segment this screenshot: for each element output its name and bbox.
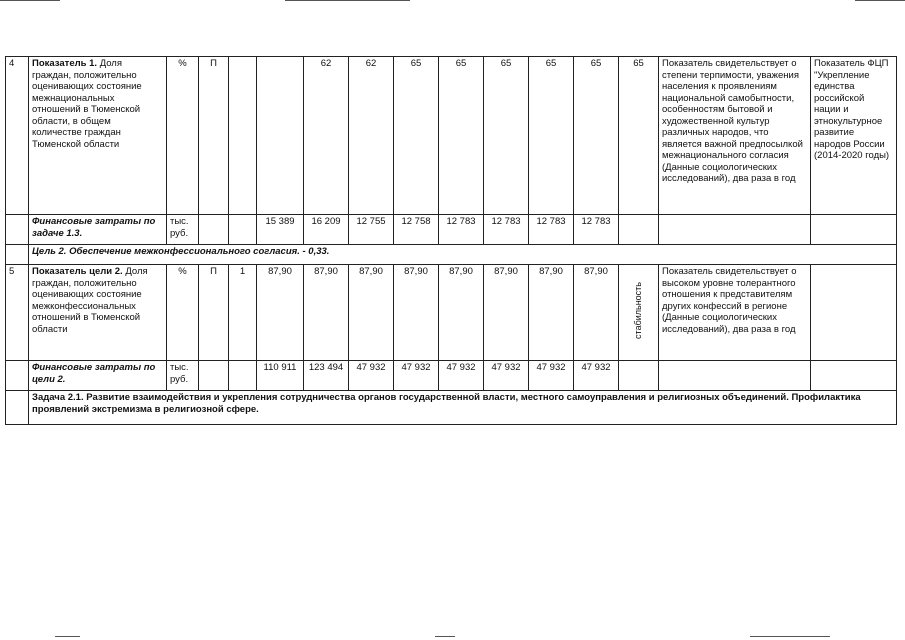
value-cell: 87,90	[349, 265, 394, 361]
comment-cell: Показатель свидетельствует о высоком уровне толерантного отношения к представителям других конфессий в регионе (Данные социологических исследований), два раза в год	[659, 265, 811, 361]
value-cell: 47 932	[349, 361, 394, 391]
unit-cell: %	[167, 265, 199, 361]
value-cell: 87,90	[257, 265, 304, 361]
value-cell: 87,90	[439, 265, 484, 361]
row-number: 5	[6, 265, 29, 361]
indicator-label: Показатель 1.	[32, 58, 98, 69]
scan-line-bottom-right	[750, 636, 830, 637]
indicator-description: Доля граждан, положительно оценивающих состояние межконфессиональных отношений в Тюменской области	[32, 266, 148, 335]
value-cell: 65	[529, 57, 574, 215]
value-cell: 62	[304, 57, 349, 215]
value-cell: 87,90	[304, 265, 349, 361]
value-cell: 87,90	[529, 265, 574, 361]
value-cell: 65	[394, 57, 439, 215]
indicator-name-cell	[29, 265, 167, 361]
value-cell: 16 209	[304, 215, 349, 245]
value-cell: 15 389	[257, 215, 304, 245]
value-cell: 47 932	[574, 361, 619, 391]
table-row-indicator1	[6, 57, 897, 215]
source-cell	[811, 215, 897, 245]
value-cell: 65	[619, 57, 659, 215]
comment-cell	[659, 361, 811, 391]
value-cell: 12 755	[349, 215, 394, 245]
row-number: 4	[6, 57, 29, 215]
value-cell: 12 783	[529, 215, 574, 245]
comment-cell	[659, 215, 811, 245]
indicators-table	[5, 56, 897, 425]
unit-cell: тыс. руб.	[167, 215, 199, 245]
table-row-task-2-1	[6, 391, 897, 425]
type-cell: П	[199, 265, 229, 361]
value-cell: 47 932	[439, 361, 484, 391]
trend-label: стабильность	[632, 282, 643, 340]
base-cell	[229, 57, 257, 215]
table-row-finance-1-3	[6, 215, 897, 245]
type-cell	[199, 215, 229, 245]
value-cell	[257, 57, 304, 215]
value-cell: 47 932	[529, 361, 574, 391]
table-row-indicator-goal2	[6, 265, 897, 361]
finance-label: Финансовые затраты по задаче 1.3.	[29, 215, 167, 245]
value-cell: 110 911	[257, 361, 304, 391]
table-row-finance-goal2	[6, 361, 897, 391]
value-cell: 87,90	[394, 265, 439, 361]
row-number	[6, 361, 29, 391]
row-number	[6, 215, 29, 245]
value-cell: 62	[349, 57, 394, 215]
source-cell: Показатель ФЦП "Укрепление единства российской нации и этнокультурное развитие народов России (2014-2020 годы)	[811, 57, 897, 215]
scan-line-bottom-left	[55, 636, 80, 637]
scan-line-top-right	[855, 0, 905, 1]
source-cell	[811, 265, 897, 361]
trend-cell	[619, 265, 659, 361]
value-cell: 12 783	[574, 215, 619, 245]
task21-heading: Задача 2.1. Развитие взаимодействия и укрепления сотрудничества органов государственной власти, местного самоуправления и религиозных объединений. Профилактика проявлений экстремизма в религиозной сфере.	[29, 391, 897, 425]
value-cell: 87,90	[484, 265, 529, 361]
value-cell: 87,90	[574, 265, 619, 361]
value-cell: 12 783	[484, 215, 529, 245]
type-cell: П	[199, 57, 229, 215]
source-cell	[811, 361, 897, 391]
base-cell	[229, 361, 257, 391]
comment-cell: Показатель свидетельствует о степени терпимости, уважения населения к проявлениям национальной самобытности, особенностям бытовой и художественной культур различных народов, что является важной предпосылкой межнационального согласия (Данные социологических исследований), два раза в год	[659, 57, 811, 215]
base-cell	[229, 215, 257, 245]
row-number	[6, 245, 29, 265]
row-number	[6, 391, 29, 425]
type-cell	[199, 361, 229, 391]
unit-cell: %	[167, 57, 199, 215]
goal2-heading: Цель 2. Обеспечение межконфессионального согласия. - 0,33.	[29, 245, 897, 265]
table-row-goal2	[6, 245, 897, 265]
value-cell: 65	[439, 57, 484, 215]
value-cell: 47 932	[484, 361, 529, 391]
value-cell	[619, 361, 659, 391]
value-cell: 65	[574, 57, 619, 215]
value-cell: 47 932	[394, 361, 439, 391]
value-cell: 65	[484, 57, 529, 215]
value-cell: 12 758	[394, 215, 439, 245]
value-cell	[619, 215, 659, 245]
indicator-name-cell	[29, 57, 167, 215]
scan-line-top-left	[0, 0, 60, 1]
finance-label: Финансовые затраты по цели 2.	[29, 361, 167, 391]
base-cell: 1	[229, 265, 257, 361]
scan-line-bottom-mid	[435, 636, 455, 637]
indicator-description: Доля граждан, положительно оценивающих состояние межнациональных отношений в Тюменской области, в общем количестве граждан Тюменской области	[32, 58, 142, 150]
unit-cell: тыс. руб.	[167, 361, 199, 391]
indicator-label: Показатель цели 2.	[32, 266, 123, 277]
scan-line-top-mid	[285, 0, 410, 1]
value-cell: 123 494	[304, 361, 349, 391]
value-cell: 12 783	[439, 215, 484, 245]
